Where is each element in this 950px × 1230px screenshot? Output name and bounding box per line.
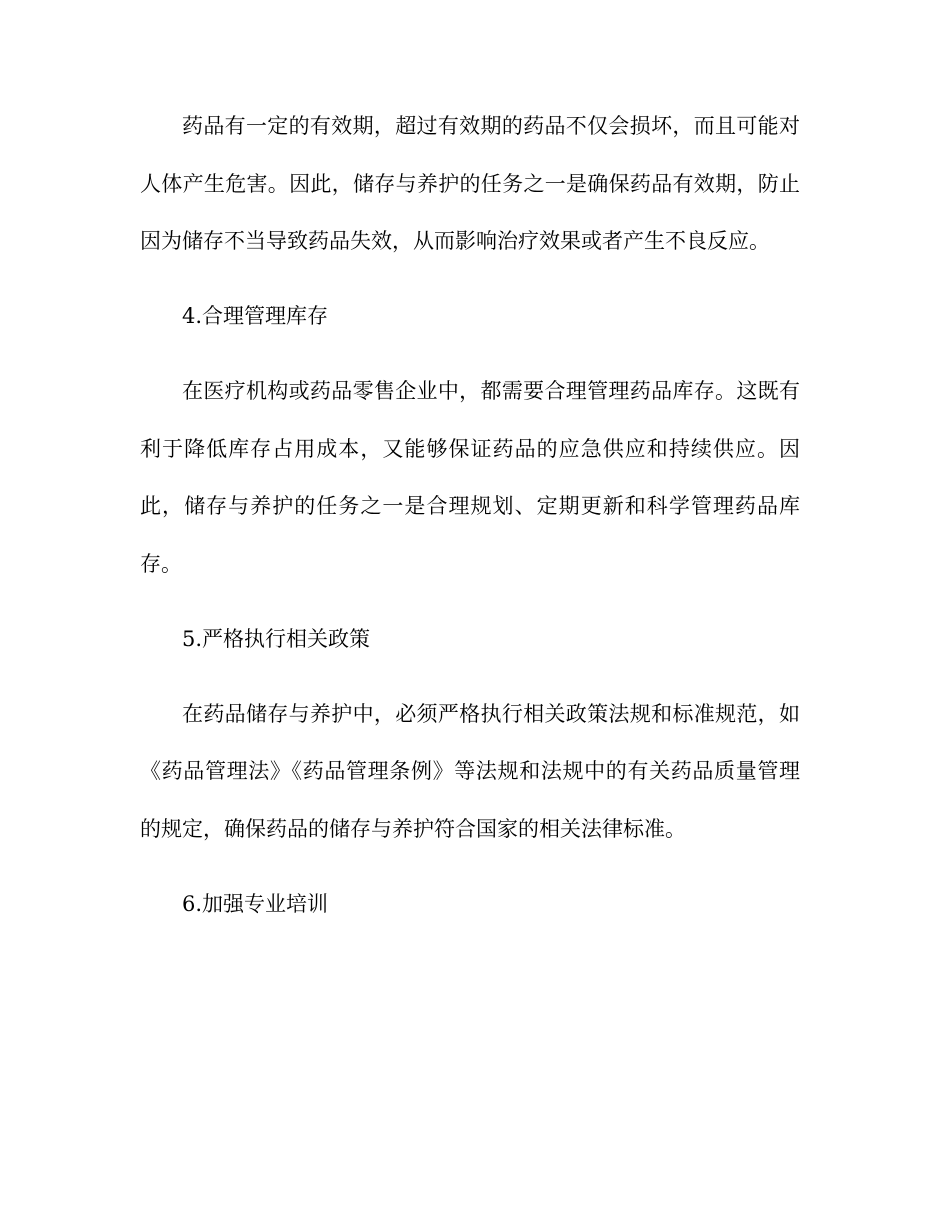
section-heading-inventory: 4.合理管理库存 [182,304,329,328]
document-body [140,98,800,951]
section-heading-training: 6.加强专业培训 [182,891,329,916]
section-heading-policy: 5.严格执行相关政策 [182,626,371,651]
paragraph-inventory: 在医疗机构或药品零售企业中，都需要合理管理药品库存。这既有利于降低库存占用成本，又能够保证药品的应急供应和持续供应。因此，储存与养护的任务之一是合理规划、定期更新和科学管理药品库存。 [140,379,800,576]
paragraph-expiry: 药品有一定的有效期，超过有效期的药品不仅会损坏，而且可能对人体产生危害。因此，储存与养护的任务之一是确保药品有效期，防止因为储存不当导致药品失效，从而影响治疗效果或者产生不良反应。 [140,114,800,253]
paragraph-policy: 在药品储存与养护中，必须严格执行相关政策法规和标准规范，如《药品管理法》《药品管理条例》等法规和法规中的有关药品质量管理的规定，确保药品的储存与养护符合国家的相关法律标准。 [140,701,800,841]
